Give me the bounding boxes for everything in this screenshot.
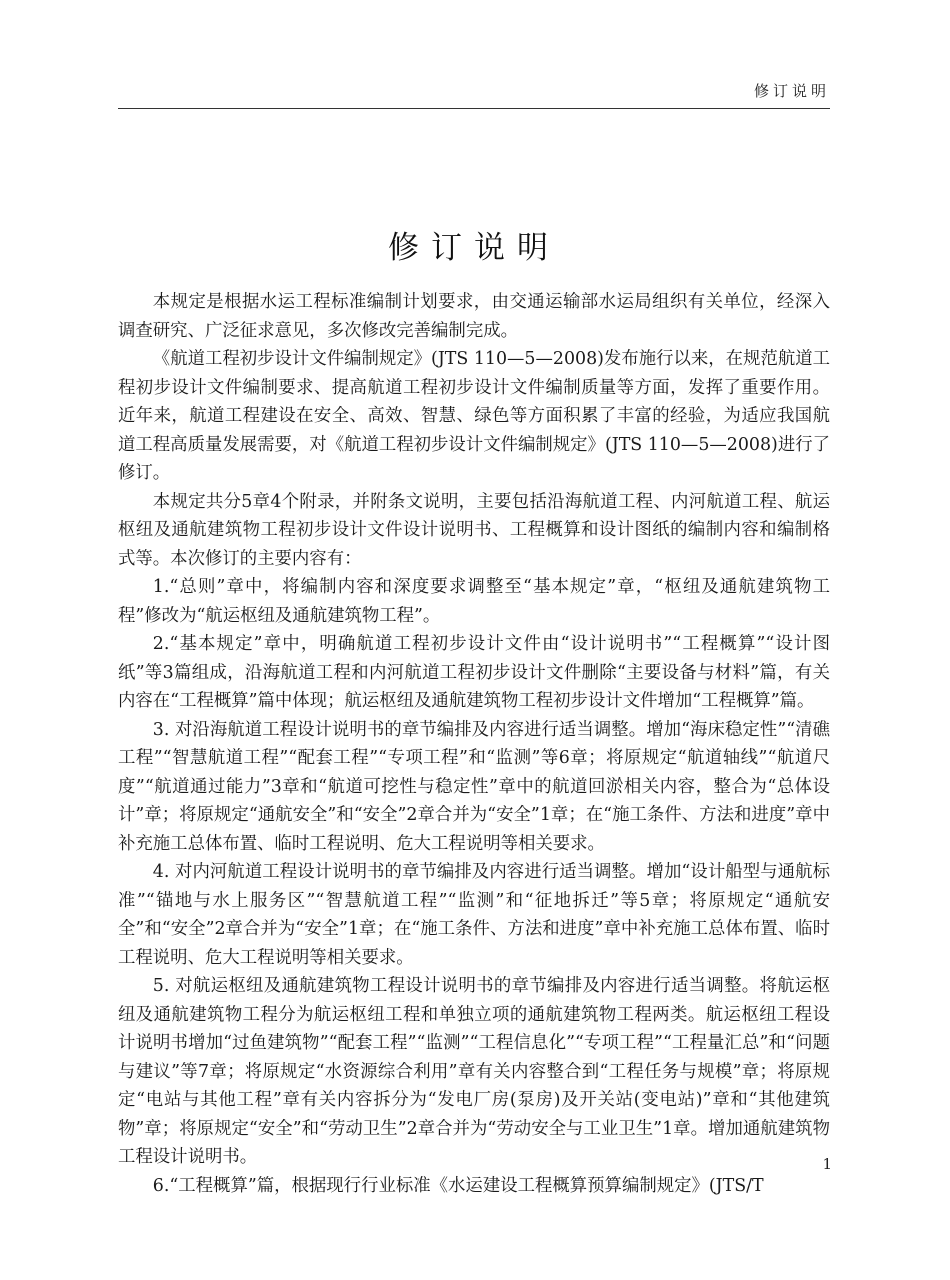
paragraph: 4. 对内河航道工程设计说明书的章节编排及内容进行适当调整。增加“设计船型与通航标准”“锚地与水上服务区”“智慧航道工程”“监测”和“征地拆迁”等5章；将原规定“通航安全”和“安全”2章合并为“安全”1章；在“施工条件、方法和进度”章中补充施工总体布置、临时工程说明、危大工程说明等相关要求。 — [118, 862, 830, 968]
paragraph: 本规定共分5章4个附录，并附条文说明，主要包括沿海航道工程、内河航道工程、航运枢纽及通航建筑物工程初步设计文件设计说明书、工程概算和设计图纸的编制内容和编制格式等。本次修订的主要内容有： — [118, 491, 830, 569]
paragraph: 5. 对航运枢纽及通航建筑物工程设计说明书的章节编排及内容进行适当调整。将航运枢纽及通航建筑物工程分为航运枢纽工程和单独立项的通航建筑物工程两类。航运枢纽工程设计说明书增加“过鱼建筑物”“配套工程”“监测”“工程信息化”“专项工程”“工程量汇总”和“问题与建议”等7章；将原规定“水资源综合利用”章有关内容整合到“工程任务与规模”章；将原规定“电站与其他工程”章有关内容拆分为“发电厂房(泵房)及开关站(变电站)”章和“其他建筑物”章；将原规定“安全”和“劳动卫生”2章合并为“劳动安全与工业卫生”1章。增加通航建筑物工程设计说明书。 — [118, 976, 830, 1167]
paragraph: 2.“基本规定”章中，明确航道工程初步设计文件由“设计说明书”“工程概算”“设计图纸”等3篇组成，沿海航道工程和内河航道工程初步设计文件删除“主要设备与材料”篇，有关内容在“工程概算”篇中体现；航运枢纽及通航建筑物工程初步设计文件增加“工程概算”篇。 — [118, 634, 830, 711]
body-text — [118, 288, 830, 1200]
running-header-title: 修订说明 — [753, 82, 830, 100]
paragraph: 3. 对沿海航道工程设计说明书的章节编排及内容进行适当调整。增加“海床稳定性”“清礁工程”“智慧航道工程”“配套工程”“专项工程”和“监测”等6章；将原规定“航道轴线”“航道尺度”“航道通过能力”3章和“航道可挖性与稳定性”章中的航道回淤相关内容，整合为“总体设计”章；将原规定“通航安全”和“安全”2章合并为“安全”1章；在“施工条件、方法和进度”章中补充施工总体布置、临时工程说明、危大工程说明等相关要求。 — [118, 719, 830, 854]
paragraph: 《航道工程初步设计文件编制规定》(JTS 110—5—2008)发布施行以来，在规范航道工程初步设计文件编制要求、提高航道工程初步设计文件编制质量等方面，发挥了重要作用。近年来，航道工程建设在安全、高效、智慧、绿色等方面积累了丰富的经验，为适应我国航道工程高质量发展需要，对《航道工程初步设计文件编制规定》(JTS 110—5—2008)进行了修订。 — [118, 349, 831, 483]
page-number: 1 — [822, 1155, 832, 1173]
paragraph: 本规定是根据水运工程标准编制计划要求，由交通运输部水运局组织有关单位，经深入调查研究、广泛征求意见，多次修改完善编制完成。 — [118, 292, 830, 341]
paragraph: 6.“工程概算”篇，根据现行行业标准《水运建设工程概算预算编制规定》(JTS/T — [152, 1175, 764, 1196]
page-title: 修订说明 — [388, 230, 560, 266]
paragraph: 1.“总则”章中，将编制内容和深度要求调整至“基本规定”章，“枢纽及通航建筑物工程”修改为“航运枢纽及通航建筑物工程”。 — [118, 577, 830, 626]
running-header — [118, 78, 830, 109]
